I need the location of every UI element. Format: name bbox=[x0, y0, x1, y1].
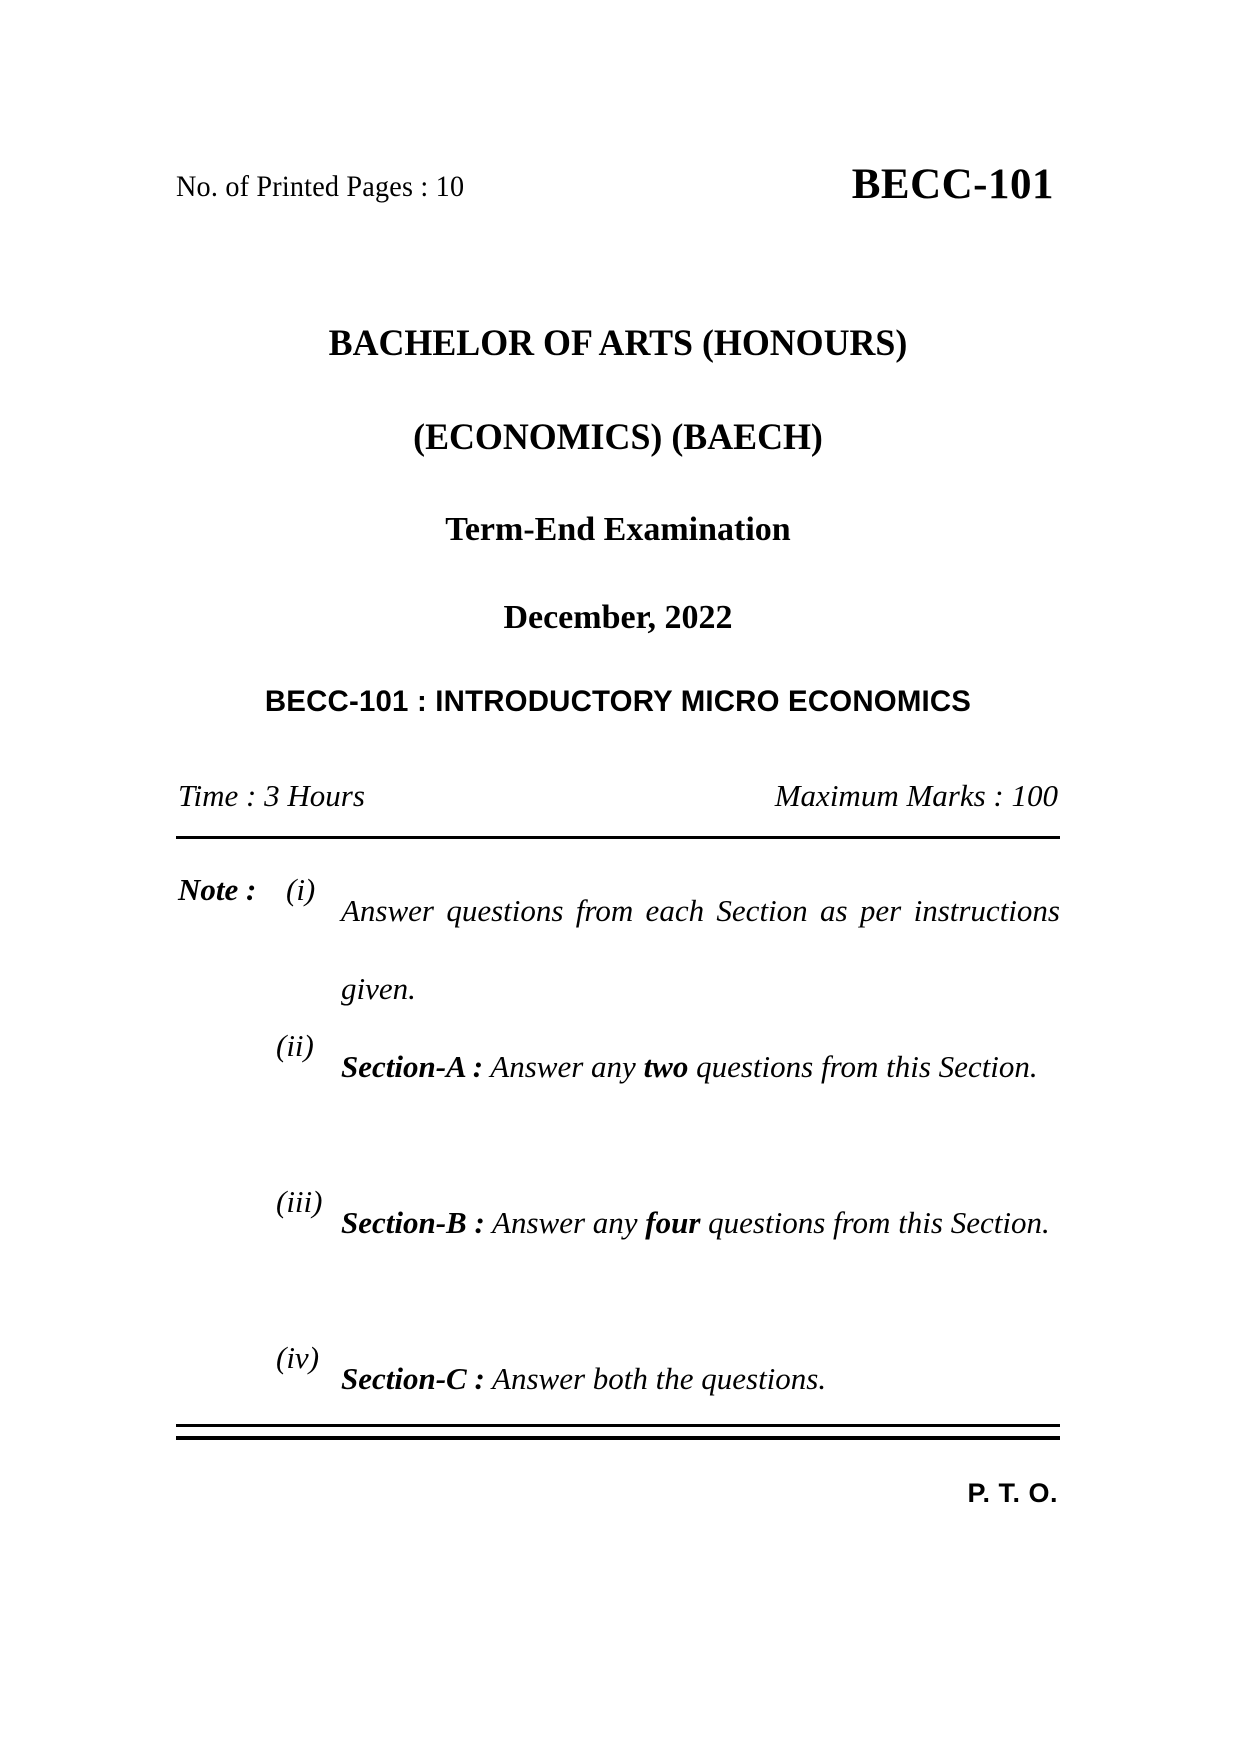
exam-duration: Time : 3 Hours bbox=[178, 778, 365, 813]
note-item-text-post: questions from this Section. bbox=[688, 1049, 1038, 1084]
programme-title-line-2: (ECONOMICS) (BAECH) bbox=[413, 417, 823, 458]
page-turn-over-label: P. T. O. bbox=[967, 1478, 1058, 1508]
note-item-numeral: (iv) bbox=[276, 1340, 320, 1375]
page-header bbox=[176, 160, 1060, 220]
note-item bbox=[176, 1028, 1060, 1184]
programme-title-line-1: BACHELOR OF ARTS (HONOURS) bbox=[328, 323, 908, 364]
section-a-label: Section-A : bbox=[341, 1049, 484, 1084]
page-content bbox=[176, 0, 1060, 1754]
header-divider-rule bbox=[176, 836, 1060, 839]
question-count: two bbox=[643, 1049, 689, 1084]
note-item-numeral: (iii) bbox=[276, 1184, 323, 1219]
question-count: four bbox=[645, 1205, 701, 1240]
note-item bbox=[176, 1340, 1060, 1420]
printed-pages-label: No. of Printed Pages : 10 bbox=[176, 170, 465, 203]
note-item-text bbox=[341, 1340, 1060, 1418]
note-item-text bbox=[341, 1184, 1060, 1262]
maximum-marks: Maximum Marks : 100 bbox=[774, 778, 1058, 813]
note-item-numeral: (ii) bbox=[276, 1028, 314, 1063]
note-item bbox=[176, 1184, 1060, 1340]
note-item-text-pre: Answer any bbox=[490, 1049, 644, 1084]
examination-session: December, 2022 bbox=[503, 599, 733, 636]
examination-type: Term-End Examination bbox=[445, 511, 791, 548]
exam-meta-row bbox=[176, 778, 1060, 824]
note-item-text-post: Answer both the questions. bbox=[492, 1361, 827, 1396]
section-b-label: Section-B : bbox=[341, 1205, 485, 1240]
footer-divider-rule bbox=[176, 1424, 1060, 1440]
note-item-text bbox=[341, 1028, 1060, 1106]
note-label: Note : bbox=[178, 872, 257, 907]
instructions-note-block bbox=[176, 872, 1060, 1420]
section-c-label: Section-C : bbox=[341, 1361, 485, 1396]
course-code-label: BECC-101 bbox=[851, 161, 1054, 208]
note-item-text-post: questions from this Section. bbox=[700, 1205, 1050, 1240]
note-item bbox=[176, 872, 1060, 1028]
note-item-text-pre: Answer any bbox=[492, 1205, 646, 1240]
subject-title: BECC-101 : INTRODUCTORY MICRO ECONOMICS bbox=[264, 685, 972, 718]
title-block bbox=[176, 325, 1060, 719]
note-item-text: Answer questions from each Section as per instructions given. bbox=[341, 893, 1060, 1006]
note-item-numeral: (i) bbox=[286, 872, 316, 907]
